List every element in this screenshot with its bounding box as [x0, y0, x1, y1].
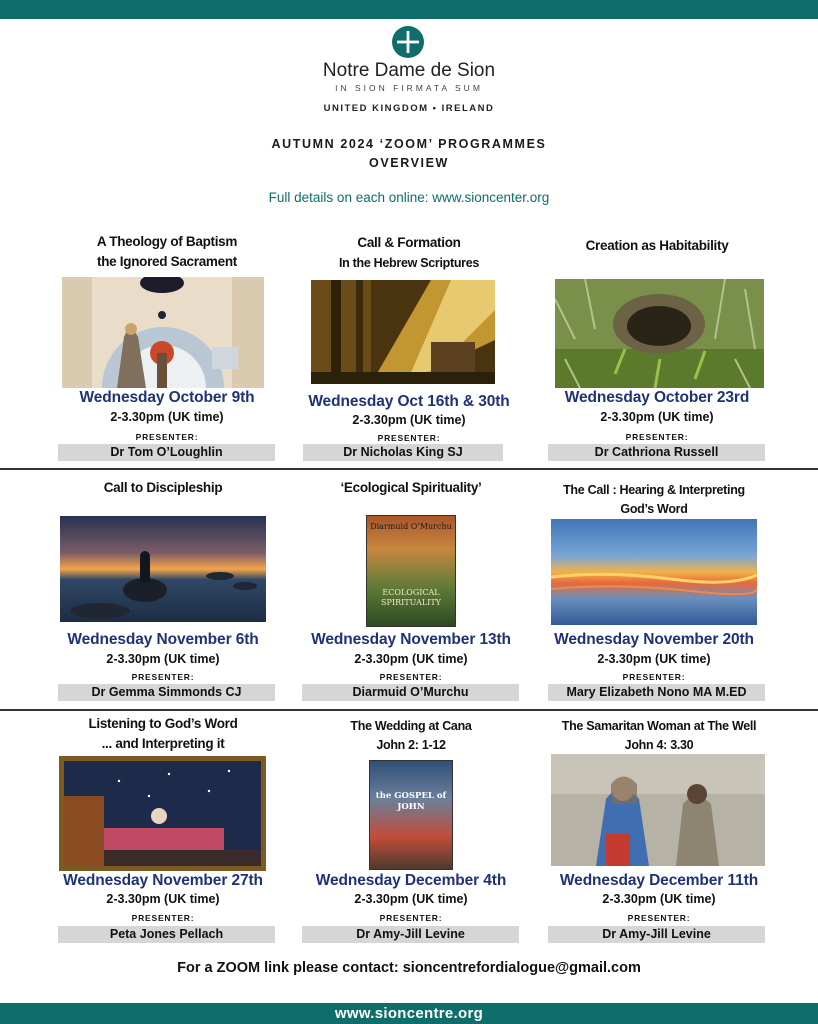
burrow-grass-image [555, 279, 764, 388]
sion-cross-logo-icon [392, 26, 424, 58]
programme-subtitle: In the Hebrew Scriptures [338, 256, 480, 270]
programme-date: Wednesday November 20th [554, 631, 754, 648]
presenter-name: Diarmuid O’Murchu [302, 684, 519, 701]
programme-subtitle: ... and Interpreting it [101, 736, 225, 751]
presenter-name: Dr Cathriona Russell [548, 444, 765, 461]
org-name: Notre Dame de Sion [322, 60, 496, 81]
programme-time: 2-3.30pm (UK time) [602, 892, 716, 906]
programme-time: 2-3.30pm (UK time) [354, 652, 468, 666]
programme-subtitle: John 2: 1-12 [376, 738, 446, 752]
contact-email-link[interactable]: sioncentrefordialogue@gmail.com [402, 960, 641, 976]
programme-date: Wednesday October 9th [79, 389, 255, 406]
presenter-label: PRESENTER: [131, 913, 195, 923]
presenter-name: Dr Tom O’Loughlin [58, 444, 275, 461]
sunset-lake-image [60, 516, 266, 622]
programme-date: Wednesday November 27th [63, 872, 263, 889]
presenter-name: Dr Amy-Jill Levine [302, 926, 519, 943]
programme-heading: AUTUMN 2024 ‘ZOOM’ PROGRAMMES [271, 137, 547, 151]
baptism-painting-image [62, 277, 264, 388]
presenter-label: PRESENTER: [379, 913, 443, 923]
programme-subtitle: John 4: 3.30 [624, 738, 694, 752]
programme-title: The Samaritan Woman at The Well [561, 719, 757, 733]
row-divider [0, 709, 818, 711]
framed-night-painting-image [59, 756, 266, 871]
programme-time: 2-3.30pm (UK time) [600, 410, 714, 424]
details-link[interactable]: Full details on each online: www.sioncenter.org [268, 190, 550, 205]
programme-title: Call to Discipleship [103, 480, 223, 495]
presenter-label: PRESENTER: [377, 433, 441, 443]
programme-date: Wednesday December 4th [315, 872, 507, 889]
programme-time: 2-3.30pm (UK time) [106, 652, 220, 666]
contact-lead: For a ZOOM link please contact: [177, 960, 399, 976]
programme-title: A Theology of Baptism [96, 234, 238, 249]
programme-title: The Wedding at Cana [350, 719, 472, 733]
programme-date: Wednesday November 13th [311, 631, 511, 648]
ecological-spirituality-book-image [366, 515, 456, 627]
programme-title: Listening to God’s Word [88, 716, 238, 731]
book-author: Diarmuid O’Murchu [370, 522, 452, 531]
programme-title: ‘Ecological Spirituality’ [340, 480, 482, 495]
row-divider [0, 468, 818, 470]
presenter-label: PRESENTER: [622, 672, 686, 682]
org-region: UNITED KINGDOM • IRELAND [323, 103, 495, 114]
programme-subtitle: the Ignored Sacrament [97, 254, 237, 269]
org-motto: IN SION FIRMATA SUM [335, 83, 483, 93]
sunset-sea-image [551, 519, 757, 625]
programme-date: Wednesday December 11th [559, 872, 759, 889]
programme-title: Call & Formation [357, 235, 461, 250]
presenter-name: Mary Elizabeth Nono MA M.ED [548, 684, 765, 701]
top-bar [0, 0, 818, 19]
footer-bar [0, 1003, 818, 1024]
book-title: the GOSPEL of JOHN [375, 791, 447, 812]
programme-subtitle: God’s Word [620, 502, 688, 516]
website-link[interactable]: www.sioncentre.org [334, 1005, 484, 1022]
samaritan-woman-painting-image [551, 754, 765, 866]
programme-time: 2-3.30pm (UK time) [110, 410, 224, 424]
programme-subheading: OVERVIEW [369, 156, 449, 170]
presenter-label: PRESENTER: [627, 913, 691, 923]
book-title: ECOLOGICAL SPIRITUALITY [381, 588, 441, 607]
programme-time: 2-3.30pm (UK time) [354, 892, 468, 906]
presenter-label: PRESENTER: [625, 432, 689, 442]
programme-time: 2-3.30pm (UK time) [352, 413, 466, 427]
presenter-label: PRESENTER: [135, 432, 199, 442]
presenter-name: Dr Nicholas King SJ [303, 444, 503, 461]
presenter-label: PRESENTER: [131, 672, 195, 682]
programme-time: 2-3.30pm (UK time) [597, 652, 711, 666]
presenter-name: Peta Jones Pellach [58, 926, 275, 943]
presenter-label: PRESENTER: [379, 672, 443, 682]
programme-date: Wednesday October 23rd [564, 389, 750, 406]
programme-date: Wednesday November 6th [67, 631, 259, 648]
programme-time: 2-3.30pm (UK time) [106, 892, 220, 906]
forest-light-image [311, 280, 495, 384]
presenter-name: Dr Amy-Jill Levine [548, 926, 765, 943]
programme-title: The Call : Hearing & Interpreting [563, 483, 745, 497]
presenter-name: Dr Gemma Simmonds CJ [58, 684, 275, 701]
gospel-of-john-book-image [369, 760, 453, 870]
contact-line [0, 960, 818, 976]
programme-date: Wednesday Oct 16th & 30th [308, 393, 510, 410]
programme-title: Creation as Habitability [585, 238, 729, 253]
